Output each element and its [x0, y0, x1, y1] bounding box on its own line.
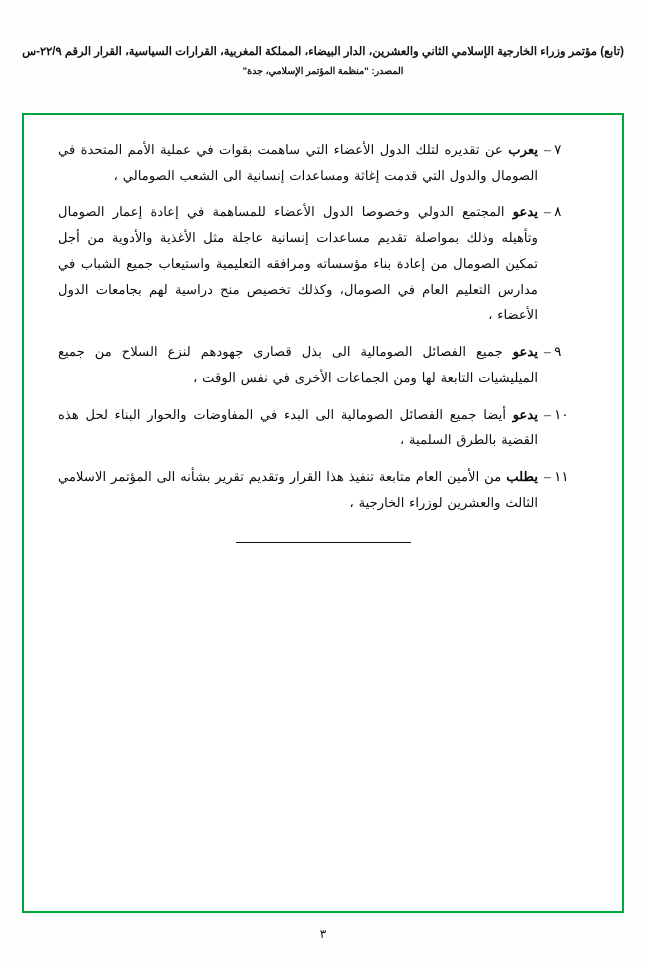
clause-body — [58, 339, 538, 390]
clause-number: ٩ – — [544, 344, 562, 360]
clause-item — [58, 402, 588, 453]
clause-number: ٨ – — [544, 204, 562, 220]
clause-lead: يدعو — [512, 344, 538, 360]
clause-body — [58, 402, 538, 453]
clause-list — [58, 137, 588, 543]
clause-item — [58, 464, 588, 515]
clause-item — [58, 137, 588, 188]
clause-rest: أيضا جميع الفصائل الصومالية الى البدء في المفاوضات والحوار البناء لحل هذه القضية بالطرق السلمية ، — [58, 406, 538, 448]
clause-rest: المجتمع الدولي وخصوصا الدول الأعضاء للمساهمة في إعادة إعمار الصومال وتأهيله وذلك بمواصلة تقديم مساعدات إنسانية عاجلة مثل الأغذية والأدوية من أجل تمكين الصومال من إعادة بناء مؤسساته ومرافقه التعليمية واستيعاب جميع الشباب في مدارس التعليم العام في الصومال، وكذلك تخصيص منح دراسية لهم بجامعات الدول الأعضاء ، — [58, 204, 538, 323]
clause-number: ٧ – — [544, 142, 562, 157]
section-divider — [236, 542, 411, 543]
clause-body — [58, 199, 538, 328]
clause-lead: يطلب — [506, 469, 538, 485]
header-title: (تابع) مؤتمر وزراء الخارجية الإسلامي الثاني والعشرين، الدار البيضاء، المملكة المغربية، القرارات السياسية، القرار الرقم ٢٢/٩-س — [22, 46, 624, 58]
clause-number: ١٠ – — [544, 406, 569, 422]
clause-item — [58, 199, 588, 328]
content-frame — [22, 113, 624, 913]
clause-body — [58, 464, 538, 515]
clause-lead: يعرب — [508, 142, 538, 157]
header-source: المصدر: "منظمة المؤتمر الإسلامي، جدة" — [242, 65, 404, 77]
clause-rest: من الأمين العام متابعة تنفيذ هذا القرار وتقديم تقرير بشأنه الى المؤتمر الاسلامي الثالث والعشرين لوزراء الخارجية ، — [58, 469, 538, 510]
page-header — [18, 44, 628, 79]
clause-number: ١١ – — [544, 469, 569, 485]
clause-lead: يدعو — [512, 406, 538, 422]
clause-item — [58, 339, 588, 390]
clause-body — [58, 137, 538, 188]
clause-rest: جميع الفصائل الصومالية الى بذل قصارى جهودهم لنزع السلاح من جميع الميليشيات التابعة لها ومن الجماعات الأخرى في نفس الوقت ، — [58, 344, 538, 385]
clause-rest: عن تقديره لتلك الدول الأعضاء التي ساهمت بقوات في عملية الأمم المتحدة في الصومال والدول التي قدمت إغاثة ومساعدات إنسانية الى الشعب الصومالي ، — [58, 142, 538, 183]
page-number: ٣ — [319, 927, 327, 941]
clause-lead: يدعو — [512, 204, 538, 220]
